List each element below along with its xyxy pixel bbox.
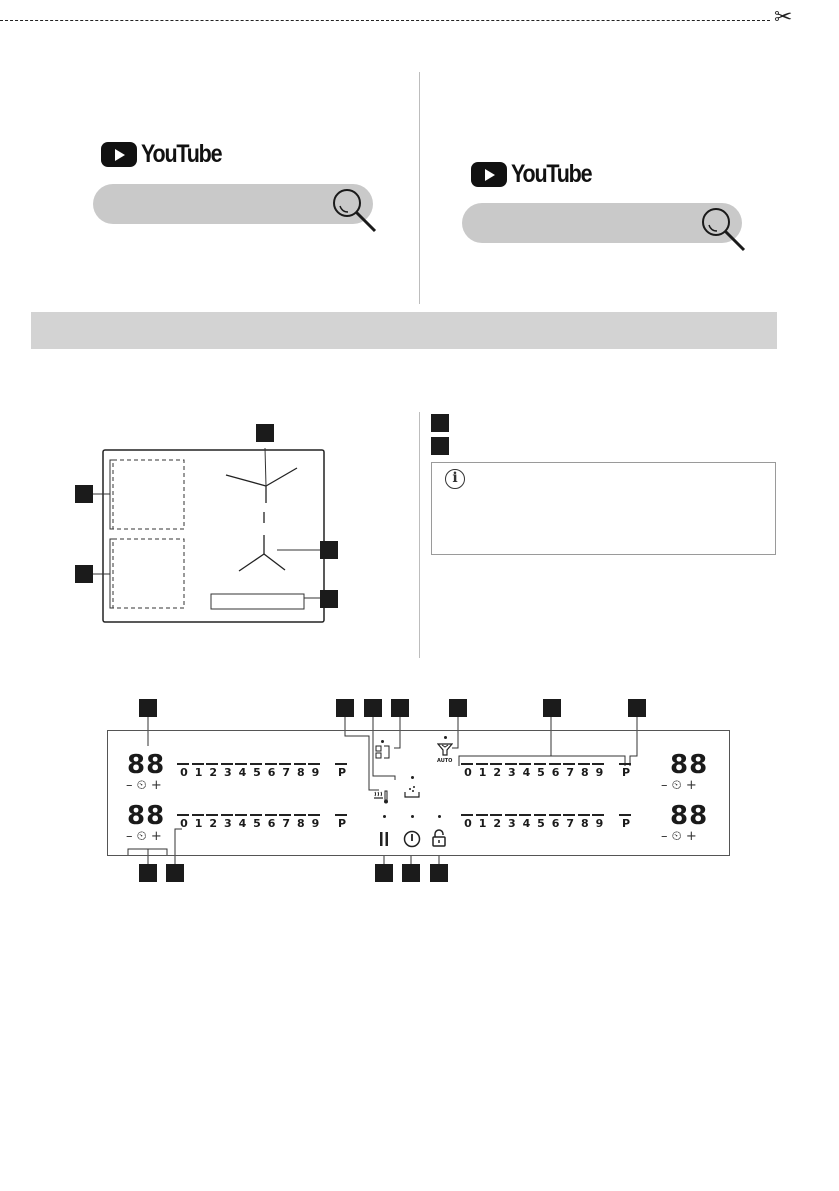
callout-marker <box>256 424 274 442</box>
scale-label: 8 <box>296 817 305 830</box>
scale-segment[interactable] <box>461 814 473 816</box>
scale-label: 9 <box>595 766 604 779</box>
boil-icon[interactable] <box>403 785 421 800</box>
display-bottom-left: 88 <box>127 801 166 831</box>
cooking-zone-bottom <box>113 539 184 608</box>
scale-segment[interactable] <box>476 763 488 765</box>
scale-segment[interactable] <box>619 763 631 765</box>
scale-label: 9 <box>595 817 604 830</box>
info-icon: i <box>445 469 465 489</box>
callout-marker <box>320 590 338 608</box>
lock-icon[interactable] <box>431 829 447 847</box>
scale-label: 6 <box>551 817 560 830</box>
scale-label: 6 <box>551 766 560 779</box>
hob-layout-diagram <box>70 418 350 628</box>
scale-segment[interactable] <box>221 814 233 816</box>
scale-label: 6 <box>267 766 276 779</box>
scale-segment[interactable] <box>534 763 546 765</box>
scale-label: 2 <box>493 766 502 779</box>
legend-marker <box>431 414 449 432</box>
scale-label: 6 <box>267 817 276 830</box>
scale-label: 4 <box>522 766 531 779</box>
scale-segment[interactable] <box>206 763 218 765</box>
scale-label: 9 <box>311 817 320 830</box>
timer-controls-bottom-left[interactable]: – ⏲ + <box>126 829 162 844</box>
scale-segment[interactable] <box>192 763 204 765</box>
display-top-left: 88 <box>127 750 166 780</box>
scale-segment[interactable] <box>308 814 320 816</box>
power-icon[interactable] <box>403 830 421 848</box>
magnifier-icon[interactable] <box>699 205 747 253</box>
scale-segment[interactable] <box>592 763 604 765</box>
section-header-band <box>31 312 777 349</box>
scale-label: 4 <box>238 817 247 830</box>
scale-label: P <box>621 766 631 779</box>
scale-segment[interactable] <box>549 763 561 765</box>
scale-segment[interactable] <box>206 814 218 816</box>
scale-segment[interactable] <box>519 814 531 816</box>
magnifier-icon[interactable] <box>330 186 378 234</box>
scale-segment[interactable] <box>265 814 277 816</box>
scale-segment[interactable] <box>490 814 502 816</box>
scale-label: 5 <box>253 817 261 830</box>
youtube-logo-text: YouTube <box>141 140 222 168</box>
middle-divider <box>419 412 420 658</box>
scale-segment[interactable] <box>177 763 189 765</box>
bridge-icon[interactable] <box>375 745 391 759</box>
scale-label: 7 <box>282 817 291 830</box>
scale-segment[interactable] <box>279 814 291 816</box>
scale-label: P <box>337 766 347 779</box>
scale-label: 1 <box>478 766 487 779</box>
scale-label: 3 <box>507 766 516 779</box>
scale-label: 7 <box>282 766 291 779</box>
scale-label: 3 <box>223 817 232 830</box>
scale-segment[interactable] <box>177 814 189 816</box>
scale-label: 7 <box>566 817 575 830</box>
scale-segment[interactable] <box>235 763 247 765</box>
scale-segment[interactable] <box>235 814 247 816</box>
scale-label: 1 <box>194 817 203 830</box>
scale-label: 3 <box>507 817 516 830</box>
scale-label: 0 <box>464 817 472 830</box>
callout-marker <box>320 541 338 559</box>
youtube-logo-left <box>101 140 234 169</box>
scale-label: 0 <box>180 766 188 779</box>
scale-segment[interactable] <box>505 763 517 765</box>
scale-segment[interactable] <box>250 814 262 816</box>
scale-segment[interactable] <box>578 814 590 816</box>
scale-segment[interactable] <box>265 763 277 765</box>
timer-controls-top-right[interactable]: – ⏲ + <box>661 778 697 793</box>
scale-segment[interactable] <box>192 814 204 816</box>
cut-line <box>0 20 770 21</box>
hob-control-panel <box>211 594 304 609</box>
indicator-dot <box>381 740 384 743</box>
indicator-dot <box>438 815 441 818</box>
youtube-logo-right <box>471 160 604 189</box>
indicator-dot <box>411 815 414 818</box>
scale-label: 8 <box>296 766 305 779</box>
timer-controls-top-left[interactable]: – ⏲ + <box>126 778 162 793</box>
scale-segment[interactable] <box>505 814 517 816</box>
indicator-dot <box>383 815 386 818</box>
scale-segment[interactable] <box>549 814 561 816</box>
scale-segment[interactable] <box>519 763 531 765</box>
scale-segment[interactable] <box>578 763 590 765</box>
youtube-play-icon <box>471 162 507 187</box>
display-bottom-right: 88 <box>670 801 709 831</box>
scale-label: 0 <box>180 817 188 830</box>
scale-segment[interactable] <box>221 763 233 765</box>
youtube-play-icon <box>101 142 137 167</box>
scissors-icon: ✂ <box>774 4 793 29</box>
scale-segment[interactable] <box>563 763 575 765</box>
scale-segment[interactable] <box>294 763 306 765</box>
scale-segment[interactable] <box>534 814 546 816</box>
scale-label: 4 <box>522 817 531 830</box>
top-divider <box>419 72 420 304</box>
scale-label: 3 <box>223 766 232 779</box>
auto-label: AUTO <box>437 758 453 764</box>
scale-segment[interactable] <box>592 814 604 816</box>
pause-icon[interactable] <box>377 831 391 847</box>
scale-label: 8 <box>580 817 589 830</box>
scale-label: 1 <box>194 766 203 779</box>
hob2hood-icon[interactable] <box>437 742 453 756</box>
indicator-dot <box>444 736 447 739</box>
scale-segment[interactable] <box>476 814 488 816</box>
scale-label: P <box>621 817 631 830</box>
scale-segment[interactable] <box>250 763 262 765</box>
scale-segment[interactable] <box>461 763 473 765</box>
callout-marker <box>75 565 93 583</box>
callout-marker <box>75 485 93 503</box>
scale-segment[interactable] <box>619 814 631 816</box>
legend-marker <box>431 437 449 455</box>
hob-outline <box>103 450 324 622</box>
scale-label: 5 <box>537 766 545 779</box>
scale-label: 5 <box>253 766 261 779</box>
scale-label: 2 <box>209 766 218 779</box>
scale-label: 8 <box>580 766 589 779</box>
scale-label: 7 <box>566 766 575 779</box>
youtube-logo-text: YouTube <box>511 160 592 188</box>
scale-segment[interactable] <box>335 763 347 765</box>
scale-segment[interactable] <box>308 763 320 765</box>
scale-segment[interactable] <box>279 763 291 765</box>
display-top-right: 88 <box>670 750 709 780</box>
scale-segment[interactable] <box>563 814 575 816</box>
scale-segment[interactable] <box>490 763 502 765</box>
scale-label: P <box>337 817 347 830</box>
scale-label: 2 <box>493 817 502 830</box>
timer-controls-bottom-right[interactable]: – ⏲ + <box>661 829 697 844</box>
scale-segment[interactable] <box>294 814 306 816</box>
scale-label: 9 <box>311 766 320 779</box>
scale-label: 5 <box>537 817 545 830</box>
scale-label: 0 <box>464 766 472 779</box>
scale-label: 1 <box>478 817 487 830</box>
scale-label: 2 <box>209 817 218 830</box>
indicator-dot <box>411 776 414 779</box>
scale-segment[interactable] <box>335 814 347 816</box>
keep-warm-icon[interactable] <box>373 789 389 804</box>
cooking-zone-top <box>113 460 184 529</box>
scale-label: 4 <box>238 766 247 779</box>
info-box <box>431 462 776 555</box>
